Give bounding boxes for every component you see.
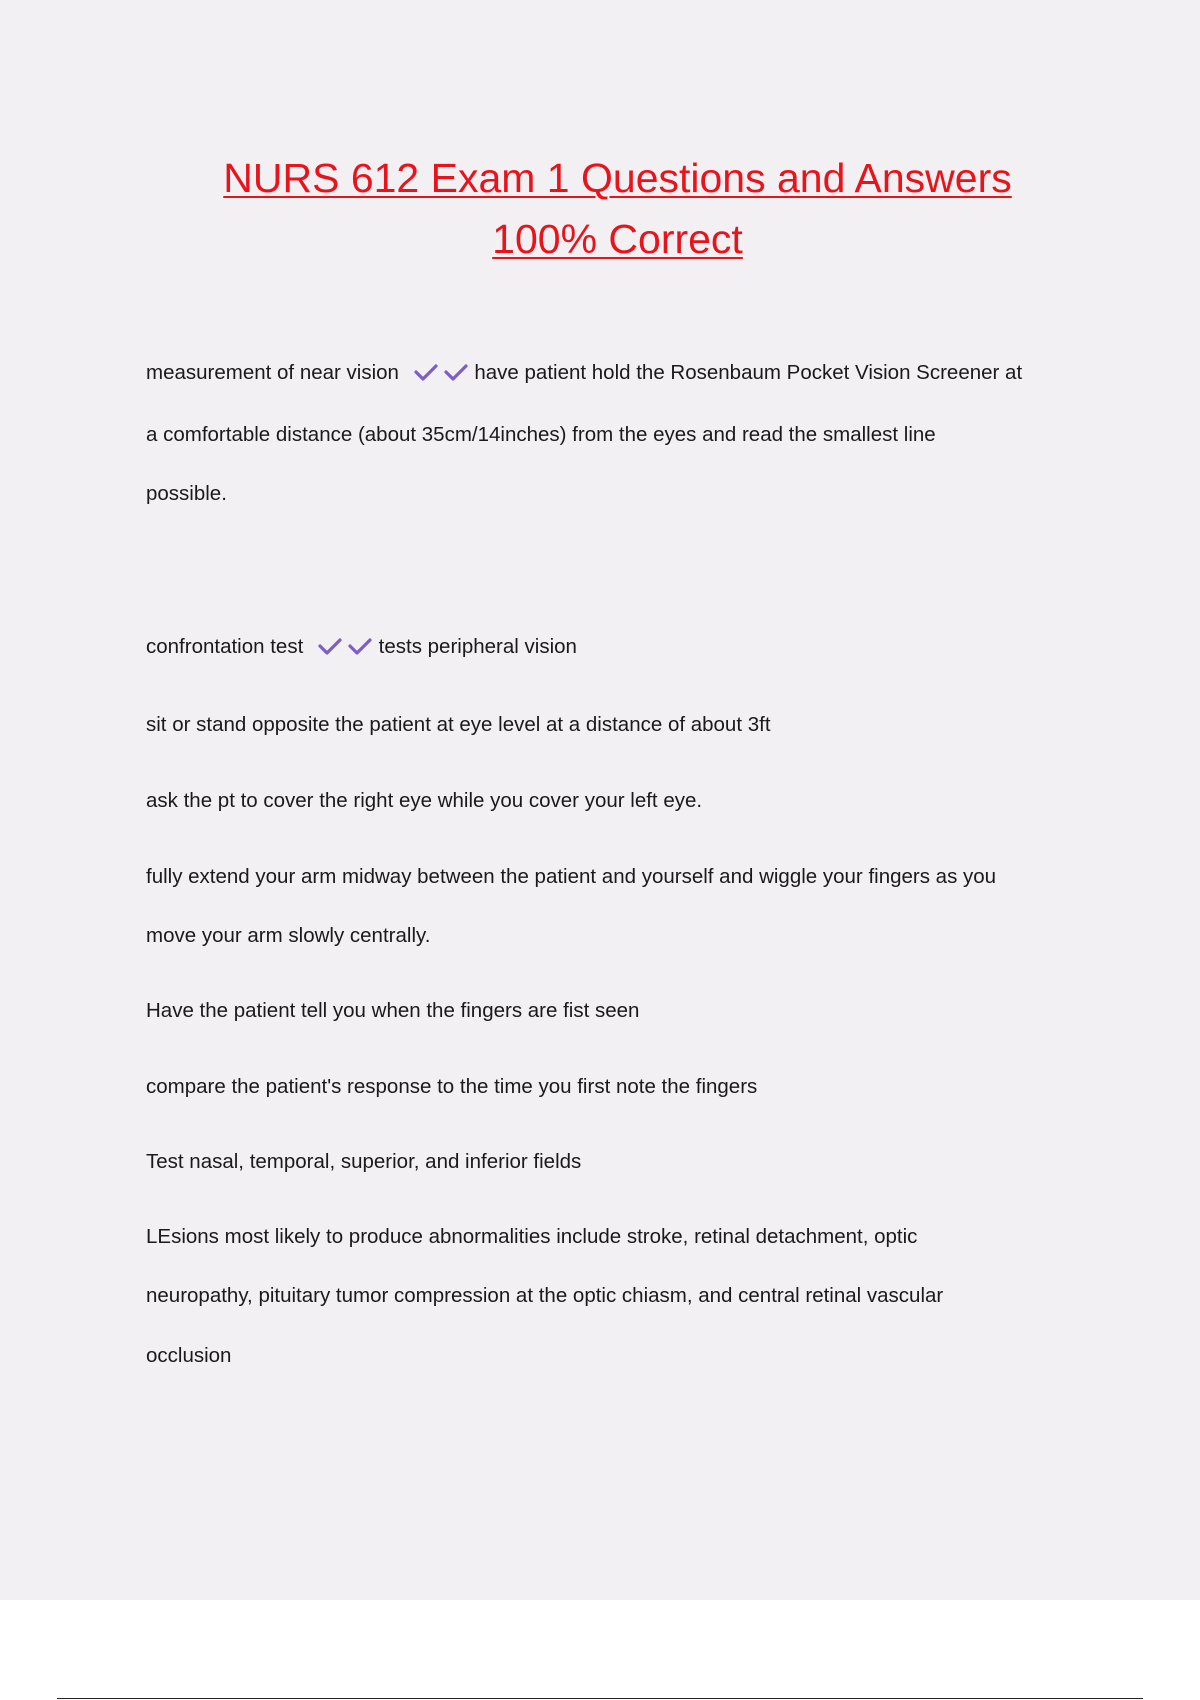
page-divider <box>57 1698 1143 1699</box>
step-line: Test nasal, temporal, superior, and inferior fields <box>146 1150 582 1173</box>
step-line: neuropathy, pituitary tumor compression at the optic chiasm, and central retinal vascular <box>146 1284 944 1307</box>
question-text: confrontation test <box>146 635 304 658</box>
entry-1-line-2: a comfortable distance (about 35cm/14inches) from the eyes and read the smallest line <box>146 423 936 446</box>
question-text: measurement of near vision <box>146 361 399 384</box>
checkmark-icon <box>347 636 373 656</box>
title-line-1: NURS 612 Exam 1 Questions and Answers <box>223 155 1012 201</box>
step-line: move your arm slowly centrally. <box>146 924 431 947</box>
checkmark-icon <box>413 362 439 382</box>
step-line: LEsions most likely to produce abnormalities include stroke, retinal detachment, optic <box>146 1225 918 1248</box>
checkmark-icon <box>443 362 469 382</box>
entry-1-line-1 <box>146 360 1022 386</box>
step-line: ask the pt to cover the right eye while you cover your left eye. <box>146 789 703 812</box>
document-title <box>0 148 1200 270</box>
answer-text: have patient hold the Rosenbaum Pocket Vision Screener at <box>474 361 1023 384</box>
answer-text: tests peripheral vision <box>378 635 577 658</box>
step-line: occlusion <box>146 1344 232 1367</box>
entry-2-line-1 <box>146 634 577 660</box>
step-line: compare the patient's response to the time you first note the fingers <box>146 1075 758 1098</box>
title-line-2: 100% Correct <box>492 216 743 262</box>
step-line: sit or stand opposite the patient at eye level at a distance of about 3ft <box>146 713 771 736</box>
checkmark-icon <box>317 636 343 656</box>
step-line: fully extend your arm midway between the patient and yourself and wiggle your fingers as you <box>146 865 997 888</box>
entry-1-line-3: possible. <box>146 482 227 505</box>
step-line: Have the patient tell you when the fingers are fist seen <box>146 999 640 1022</box>
